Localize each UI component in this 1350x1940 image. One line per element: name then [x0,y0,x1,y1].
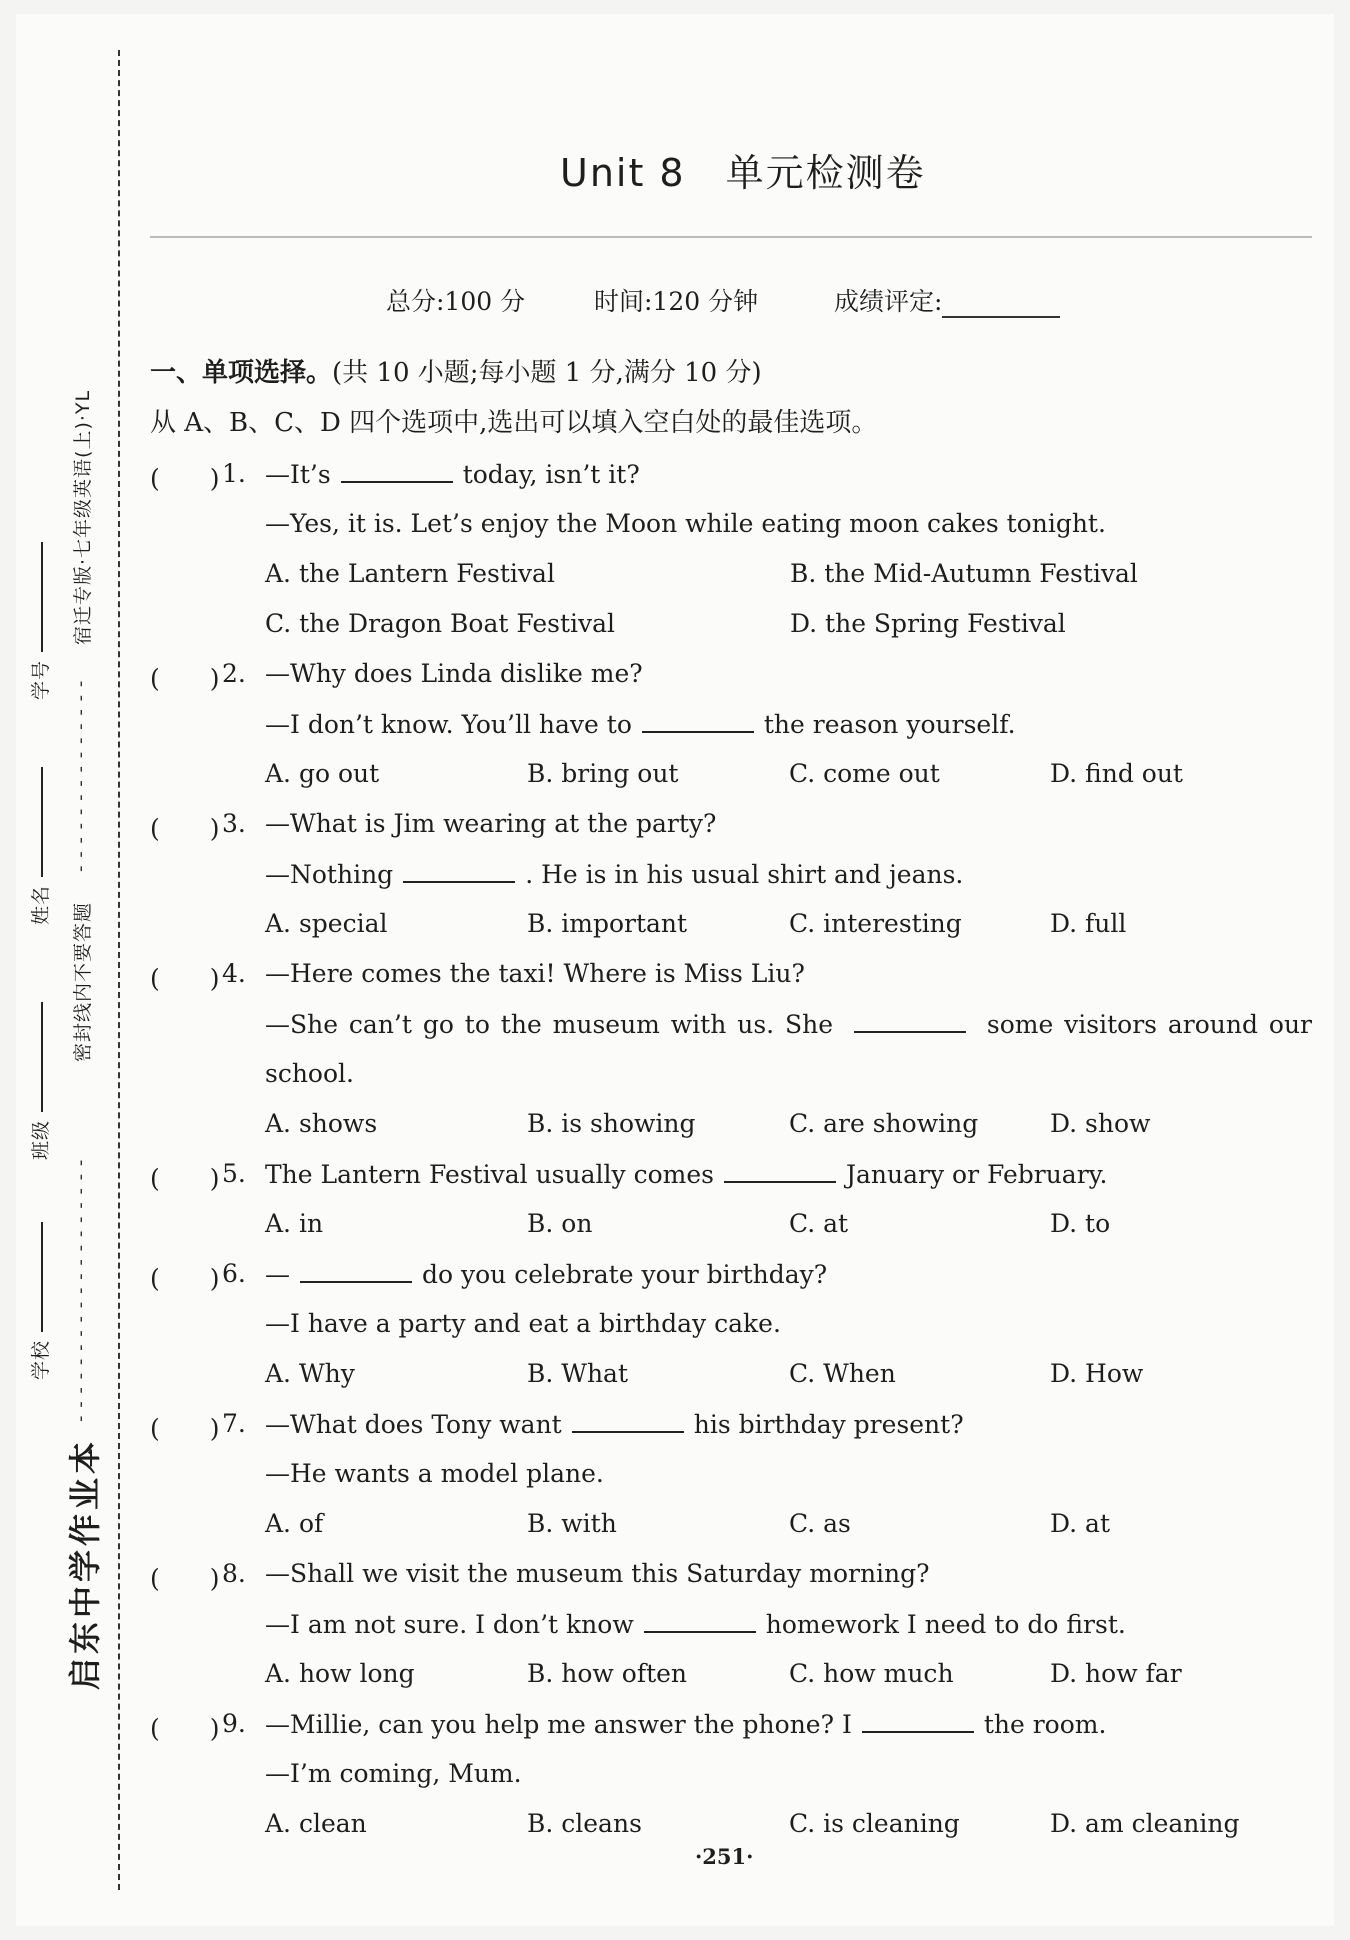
id-field [26,542,53,700]
question-number: 1. [222,459,246,488]
option-a: A. go out [265,759,380,788]
name-label: 姓名 [30,884,52,925]
question-reply: —I have a party and eat a birthday cake. [265,1309,781,1338]
question-stem: —Why does Linda dislike me? [265,659,643,688]
option-a: A. of [265,1509,324,1538]
answer-bracket[interactable]: ( ) [150,1564,220,1593]
stem-text: —Millie, can you help me answer the phone? I [265,1710,852,1739]
question-reply [265,1009,1312,1039]
reply-text: the reason yourself. [763,710,1016,739]
option-b: B. cleans [527,1809,642,1838]
grade-blank [942,294,1060,318]
option-d: D. full [1050,909,1127,938]
time-limit: 时间:120 分钟 [594,287,759,316]
option-c: C. the Dragon Boat Festival [265,609,616,638]
stem-text: do you celebrate your birthday? [422,1260,828,1289]
section-scoring: (共 10 小题;每小题 1 分,满分 10 分) [332,358,762,388]
grade-field [834,282,1060,318]
reply-continuation: school. [265,1059,354,1088]
answer-blank [854,1009,966,1033]
answer-blank [642,709,754,733]
school-label: 学校 [30,1339,52,1380]
stem-text: —What does Tony want [265,1410,562,1439]
option-c: C. is cleaning [789,1809,960,1838]
question-number: 6. [222,1259,246,1288]
page-number: ·251· [695,1844,754,1869]
stem-text: today, isn’t it? [462,460,640,489]
option-d: D. the Spring Festival [790,609,1066,638]
option-a: A. in [265,1209,324,1238]
option-b: B. bring out [527,759,679,788]
question-number: 5. [222,1159,246,1188]
class-blank [41,1002,43,1112]
grade-label: 成绩评定: [834,287,943,316]
option-a: A. clean [265,1809,367,1838]
answer-blank [572,1409,684,1433]
name-blank [41,767,43,877]
option-c: C. When [789,1359,896,1388]
option-d: D. find out [1050,759,1183,788]
section-instruction: 从 A、B、C、D 四个选项中,选出可以填入空白处的最佳选项。 [150,408,878,438]
option-d: D. at [1050,1509,1110,1538]
option-d: D. am cleaning [1050,1809,1240,1838]
question-stem [265,1409,964,1439]
answer-blank [341,459,453,483]
answer-blank [300,1259,412,1283]
answer-bracket[interactable]: ( ) [150,1414,220,1443]
reply-text: homework I need to do first. [765,1610,1126,1639]
option-b: B. on [527,1209,593,1238]
stem-text: —It’s [265,460,331,489]
option-a: A. the Lantern Festival [265,559,555,588]
question-number: 7. [222,1409,246,1438]
option-c: C. how much [789,1659,954,1688]
question-stem [265,459,640,489]
stem-text: The Lantern Festival usually comes [265,1160,714,1189]
seal-dashes-mid: - - - - - - - - - - - - - - [70,679,91,872]
answer-blank [862,1709,974,1733]
answer-bracket[interactable]: ( ) [150,464,220,493]
question-reply [265,859,963,889]
option-d: D. to [1050,1209,1111,1238]
question-number: 9. [222,1709,246,1738]
title-divider [150,236,1312,238]
question-stem: —Shall we visit the museum this Saturday morning? [265,1559,930,1588]
option-a: A. Why [265,1359,355,1388]
reply-text: —I am not sure. I don’t know [265,1610,634,1639]
reply-text: . He is in his usual shirt and jeans. [525,860,964,889]
edition-label: 宿迁专版·七年级英语(上)·YL [72,389,94,645]
class-label: 班级 [30,1119,52,1160]
answer-bracket[interactable]: ( ) [150,1264,220,1293]
stem-text: January or February. [845,1160,1108,1189]
question-reply [265,1609,1126,1639]
option-a: A. special [265,909,388,938]
school-blank [41,1222,43,1332]
answer-bracket[interactable]: ( ) [150,1164,220,1193]
book-title: 启东中学作业本 [66,1437,104,1690]
stem-text: the room. [983,1710,1107,1739]
option-d: D. how far [1050,1659,1182,1688]
reply-text: some visitors around our [986,1010,1312,1039]
total-score: 总分:100 分 [386,287,526,316]
question-number: 8. [222,1559,246,1588]
option-b: B. with [527,1509,617,1538]
option-a: A. shows [265,1109,378,1138]
question-reply: —I’m coming, Mum. [265,1759,522,1788]
option-b: B. important [527,909,688,938]
id-label: 学号 [30,659,52,700]
answer-blank [644,1609,756,1633]
option-b: B. is showing [527,1109,696,1138]
answer-blank [724,1159,836,1183]
option-d: D. show [1050,1109,1151,1138]
option-b: B. the Mid-Autumn Festival [790,559,1138,588]
question-reply: —He wants a model plane. [265,1459,604,1488]
option-c: C. at [789,1209,849,1238]
question-reply: —Yes, it is. Let’s enjoy the Moon while eating moon cakes tonight. [265,509,1106,538]
question-reply [265,709,1016,739]
answer-bracket[interactable]: ( ) [150,964,220,993]
page-title: Unit 8 单元检测卷 [560,151,926,195]
stem-text: — [265,1260,290,1289]
stem-text: his birthday present? [693,1410,964,1439]
reply-text: —She can’t go to the museum with us. She [265,1010,834,1039]
question-number: 4. [222,959,246,988]
section-title: 一、单项选择。 [150,358,333,388]
question-stem [265,1259,827,1289]
class-field [26,1002,53,1160]
id-blank [41,542,43,652]
option-b: B. What [527,1359,629,1388]
school-field [26,1222,53,1380]
answer-bracket[interactable]: ( ) [150,664,220,693]
seal-dashed-line [118,50,120,1890]
option-c: C. come out [789,759,940,788]
reply-text: —Nothing [265,860,394,889]
seal-dashes-lower: - - - - - - - - - - - - - - - - - - - [70,1158,91,1422]
option-c: C. as [789,1509,851,1538]
option-a: A. how long [265,1659,415,1688]
section-heading [150,352,762,389]
answer-bracket[interactable]: ( ) [150,1714,220,1743]
option-b: B. how often [527,1659,688,1688]
answer-bracket[interactable]: ( ) [150,814,220,843]
question-stem: —Here comes the taxi! Where is Miss Liu? [265,959,805,988]
name-field [26,767,53,925]
question-stem: —What is Jim wearing at the party? [265,809,717,838]
option-c: C. are showing [789,1109,979,1138]
reply-text: —I don’t know. You’ll have to [265,710,632,739]
option-d: D. How [1050,1359,1144,1388]
question-number: 3. [222,809,246,838]
question-stem [265,1159,1107,1189]
question-stem [265,1709,1106,1739]
option-c: C. interesting [789,909,962,938]
question-number: 2. [222,659,246,688]
seal-warning: 密封线内不要答题 [72,901,94,1062]
answer-blank [403,859,515,883]
